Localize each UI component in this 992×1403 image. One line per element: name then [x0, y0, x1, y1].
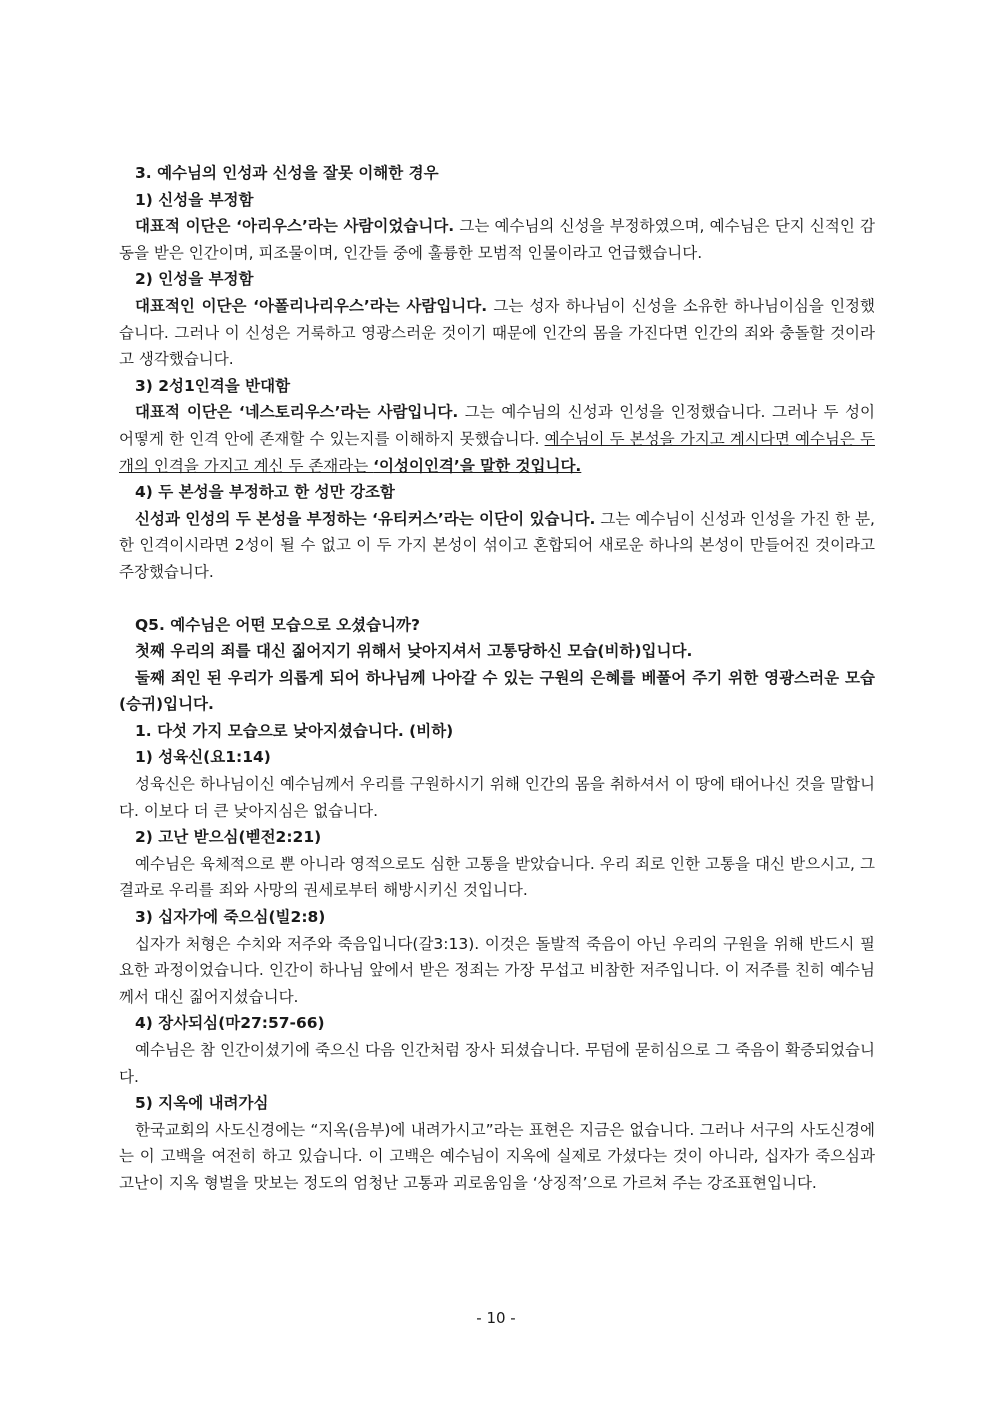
item-heading: 4) 장사되심(마27:57-66) [135, 1014, 325, 1033]
paragraph-lead: 대표적 이단은 ‘네스토리우스’라는 사람입니다. [135, 403, 459, 422]
paragraph-text: 그는 예수님의 신성과 인성을 인정했습니다. 그러나 두 성이 어떻게 한 인격 안에 존재할 수 있는지를 이해하지 못했습니다. [119, 403, 876, 448]
paragraph [119, 293, 875, 373]
paragraph [119, 399, 875, 479]
underlined-text: 예수님이 두 본성을 가지고 계시다면 예수님은 두 개의 인격을 가지고 계신 두 존재라는 [119, 429, 875, 475]
paragraph [119, 506, 875, 586]
underlined-bold-text: ‘이성이인격’을 말한 것입니다. [373, 456, 582, 475]
subsection-heading: 2) 인성을 부정함 [135, 270, 254, 289]
page-content [119, 160, 875, 1197]
item-text: 성육신은 하나님이신 예수님께서 우리를 구원하시기 위해 인간의 몸을 취하셔서 이 땅에 태어나신 것을 말합니다. 이보다 더 큰 낮아지심은 없습니다. [119, 775, 875, 820]
subsection-heading: 1) 신성을 부정함 [135, 190, 254, 209]
question-heading: Q5. 예수님은 어떤 모습으로 오셨습니까? [135, 615, 421, 634]
item-heading: 3) 십자가에 죽으심(빌2:8) [135, 908, 326, 927]
paragraph [119, 665, 875, 718]
item-text: 예수님은 육체적으로 뿐 아니라 영적으로도 심한 고통을 받았습니다. 우리 죄로 인한 고통을 대신 받으시고, 그 결과로 우리를 죄와 사망의 권세로부터 해방시키신 것입니다. [119, 854, 875, 900]
subsection-heading: 4) 두 본성을 부정하고 한 성만 강조함 [135, 483, 395, 502]
item-text: 십자가 처형은 수치와 저주와 죽음입니다(갈3:13). 이것은 돌발적 죽음이 아닌 우리의 구원을 위해 반드시 필요한 과정이었습니다. 인간이 하나님 앞에서 받은 정죄는 가장 무섭고 비참한 저주입니다. 이 저주를 친히 예수님께서 대신 짊어지셨습니다. [119, 934, 875, 1006]
spacer [119, 586, 875, 612]
item-heading: 2) 고난 받으심(벧전2:21) [135, 828, 322, 847]
paragraph [119, 213, 875, 266]
subsection-heading: 1. 다섯 가지 모습으로 낮아지셨습니다. (비하) [135, 721, 454, 740]
section-heading: 3. 예수님의 인성과 신성을 잘못 이해한 경우 [135, 164, 439, 182]
paragraph [119, 638, 875, 665]
answer-first: 첫째 우리의 죄를 대신 짊어지기 위해서 낮아지셔서 고통당하신 모습(비하)입니다. [135, 642, 693, 661]
paragraph-text: 그는 예수님이 신성과 인성을 가진 한 분, 한 인격이시라면 2성이 될 수 없고 이 두 가지 본성이 섞이고 혼합되어 새로운 하나의 본성이 만들어진 것이라고 주장했습니다. [119, 509, 875, 581]
item-text: 예수님은 참 인간이셨기에 죽으신 다음 인간처럼 장사 되셨습니다. 무덤에 묻히심으로 그 죽음이 확증되었습니다. [119, 1041, 875, 1086]
paragraph-lead: 대표적 이단은 ‘아리우스’라는 사람이었습니다. [135, 217, 455, 236]
paragraph-text: 그는 성자 하나님이 신성을 소유한 하나님이심을 인정했습니다. 그러나 이 신성은 거룩하고 영광스러운 것이기 때문에 인간의 몸을 가진다면 인간의 죄와 충돌할 것이라고 생각했습니다. [119, 296, 875, 369]
answer-second: 둘째 죄인 된 우리가 의롭게 되어 하나님께 나아갈 수 있는 구원의 은혜를 베풀어 주기 위한 영광스러운 모습(승귀)입니다. [119, 668, 875, 714]
page-number: - 10 - [476, 1309, 516, 1327]
paragraph-lead: 대표적인 이단은 ‘아폴리나리우스’라는 사람입니다. [135, 296, 488, 315]
subsection-heading: 3) 2성1인격을 반대함 [135, 376, 291, 395]
item-heading: 1) 성육신(요1:14) [135, 748, 271, 767]
item-heading: 5) 지옥에 내려가심 [135, 1094, 269, 1113]
item-text: 한국교회의 사도신경에는 “지옥(음부)에 내려가시고”라는 표현은 지금은 없습니다. 그러나 서구의 사도신경에는 이 고백을 여전히 하고 있습니다. 이 고백은 예수님이 지옥에 실제로 가셨다는 것이 아니라, 십자가 죽으심과 고난이 지옥 형벌을 맛보는 정도의 엄청난 고통과 괴로움임을 ‘상징적’으로 가르쳐 주는 강조표현입니다. [119, 1120, 875, 1192]
paragraph-text: 그는 예수님의 신성을 부정하였으며, 예수님은 단지 신적인 감동을 받은 인간이며, 피조물이며, 인간들 중에 훌륭한 모범적 인물이라고 언급했습니다. [119, 217, 875, 262]
paragraph-lead: 신성과 인성의 두 본성을 부정하는 ‘유티커스’라는 이단이 있습니다. [135, 509, 596, 528]
